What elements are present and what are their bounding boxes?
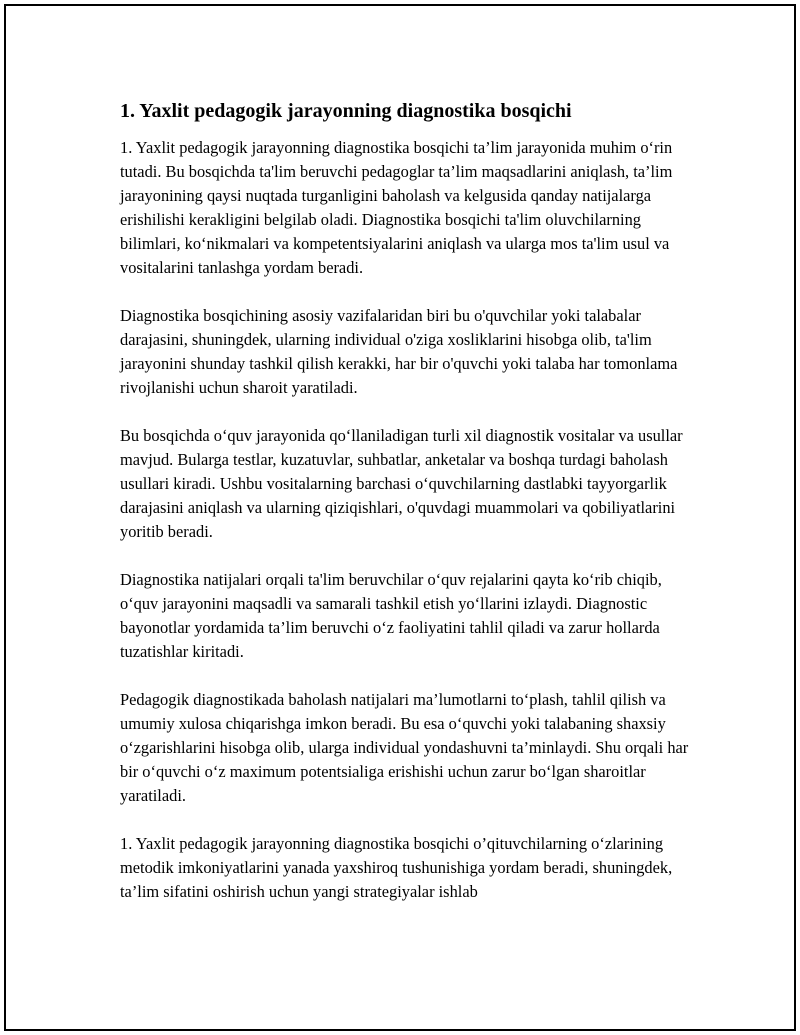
paragraph: Diagnostika natijalari orqali ta'lim beruvchilar o‘quv rejalarini qayta ko‘rib chiqib, o‘quv jarayonini maqsadli va samarali tashkil etish yo‘llarini izlaydi. Diagnostic bayonotlar yordamida ta’lim beruvchi o‘z faoliyatini tahlil qiladi va zarur hollarda tuzatishlar kiritadi. [120,570,662,661]
paragraph: Bu bosqichda o‘quv jarayonida qo‘llaniladigan turli xil diagnostik vositalar va usullar mavjud. Bularga testlar, kuzatuvlar, suhbatlar, anketalar va boshqa turdagi baholash usullari kiradi. Ushbu vositalarning barchasi o‘quvchilarning dastlabki tayyorgarlik darajasini aniqlash va ularning qiziqishlari, o'quvdagi muammolari va qobiliyatlarini yoritib beradi. [120,426,683,541]
paragraph: Diagnostika bosqichining asosiy vazifalaridan biri bu o'quvchilar yoki talabalar darajasini, shuningdek, ularning individual o'ziga xosliklarini hisobga olib, ta'lim jarayonini shunday tashkil qilish kerakki, har bir o'quvchi yoki talaba har tomonlama rivojlanishi uchun sharoit yaratiladi. [120,306,678,397]
document-page [4,4,796,1031]
paragraph: 1. Yaxlit pedagogik jarayonning diagnostika bosqichi ta’lim jarayonida muhim o‘rin tutadi. Bu bosqichda ta'lim beruvchi pedagoglar ta’lim maqsadlarini aniqlash, ta’lim jarayonining qaysi nuqtada turganligini baholash va kelgusida qanday natijalarga erishilishi kerakligini belgilab oladi. Diagnostika bosqichi ta'lim oluvchilarning bilimlari, ko‘nikmalari va kompetentsiyalarini aniqlash va ularga mos ta'lim usul va vositalarini tanlashga yordam beradi. [120,138,673,277]
paragraph: Pedagogik diagnostikada baholash natijalari ma’lumotlarni to‘plash, tahlil qilish va umumiy xulosa chiqarishga imkon beradi. Bu esa o‘quvchi yoki talabaning shaxsiy o‘zgarishlarini hisobga olib, ularga individual yondashuvni ta’minlaydi. Shu orqali har bir o‘quvchi o‘z maximum potentsialiga erishishi uchun zarur bo‘lgan sharoitlar yaratiladi. [120,690,689,805]
document-title: 1. Yaxlit pedagogik jarayonning diagnostika bosqichi [120,100,572,122]
document-body [120,98,690,928]
paragraph: 1. Yaxlit pedagogik jarayonning diagnostika bosqichi o’qituvchilarning o‘zlarining metodik imkoniyatlarini yanada yaxshiroq tushunishiga yordam beradi, shuningdek, ta’lim sifatini oshirish uchun yangi strategiyalar ishlab [120,834,673,901]
